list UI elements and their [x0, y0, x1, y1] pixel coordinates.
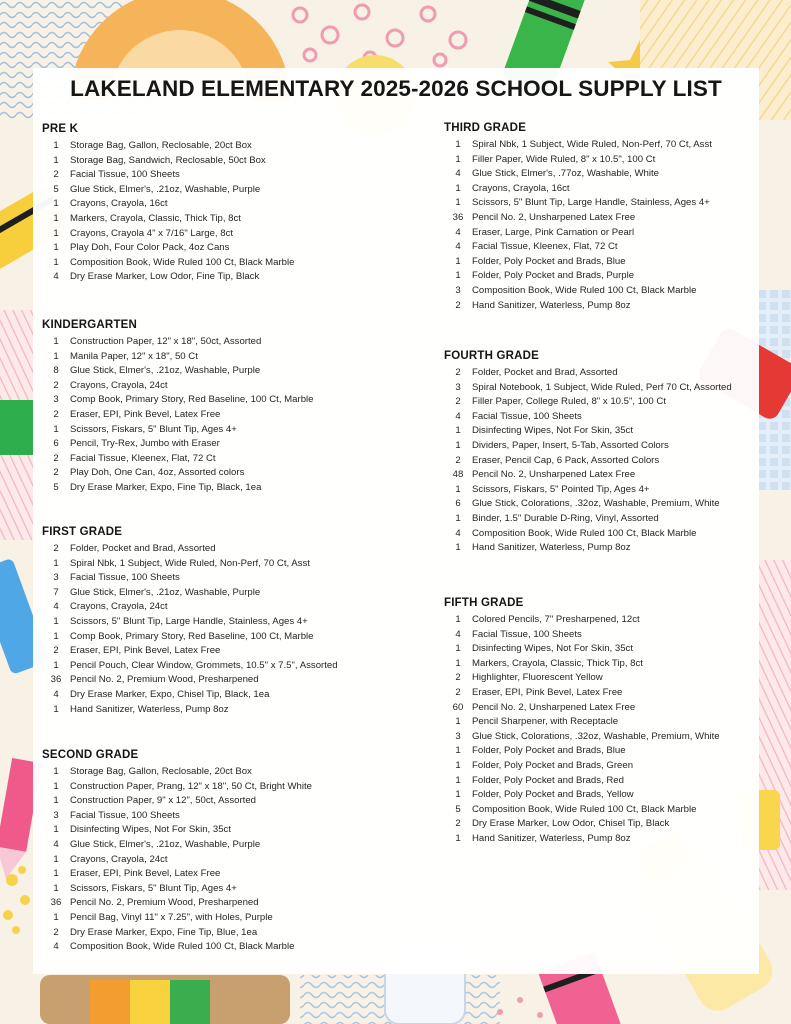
item-description: Binder, 1.5" Durable D-Ring, Vinyl, Assorted	[472, 512, 659, 524]
item-description: Glue Stick, Colorations, .32oz, Washable, Premium, White	[472, 498, 720, 510]
list-item	[42, 183, 422, 198]
list-item	[444, 715, 759, 730]
item-quantity: 1	[53, 630, 59, 642]
item-quantity: 2	[455, 818, 461, 830]
item-description: Glue Stick, Elmer's, .21oz, Washable, Purple	[70, 365, 261, 377]
item-description: Pencil No. 2, Premium Wood, Presharpened	[70, 897, 259, 909]
item-quantity: 1	[455, 182, 461, 194]
list-item	[42, 557, 422, 572]
item-description: Crayons, Crayola, 24ct	[70, 853, 168, 865]
item-description: Play Doh, One Can, 4oz, Assorted colors	[70, 467, 245, 479]
item-quantity: 5	[53, 183, 59, 195]
section-prek	[42, 122, 422, 285]
item-description: Pencil, Try-Rex, Jumbo with Eraser	[70, 438, 220, 450]
item-description: Dry Erase Marker, Expo, Fine Tip, Black, 1ea	[70, 481, 262, 493]
item-description: Manila Paper, 12" x 18", 50 Ct	[70, 350, 198, 362]
item-quantity: 5	[53, 481, 59, 493]
item-description: Composition Book, Wide Ruled 100 Ct, Black Marble	[472, 284, 697, 296]
item-description: Scissors, Fiskars, 5" Blunt Tip, Ages 4+	[70, 882, 237, 894]
list-item	[444, 527, 759, 542]
list-item	[444, 240, 759, 255]
list-item	[42, 600, 422, 615]
item-quantity: 2	[53, 543, 59, 554]
item-description: Folder, Pocket and Brad, Assorted	[472, 367, 618, 378]
item-description: Dry Erase Marker, Low Odor, Fine Tip, Black	[70, 271, 260, 283]
section-kindergarten	[42, 318, 422, 496]
list-item	[42, 630, 422, 645]
item-quantity: 1	[455, 483, 461, 495]
item-description: Eraser, EPI, Pink Bevel, Latex Free	[70, 868, 221, 880]
item-quantity: 2	[53, 452, 59, 464]
item-description: Disinfecting Wipes, Not For Skin, 35ct	[472, 643, 634, 655]
item-description: Glue Stick, Elmer's, .21oz, Washable, Purple	[70, 183, 261, 195]
item-description: Spiral Nbk, 1 Subject, Wide Ruled, Non-Perf, 70 Ct, Asst	[472, 139, 712, 150]
item-description: Crayons, Crayola, 16ct	[472, 182, 570, 194]
list-item	[444, 153, 759, 168]
list-item	[42, 896, 422, 911]
item-description: Eraser, Large, Pink Carnation or Pearl	[472, 226, 635, 238]
list-item	[444, 730, 759, 745]
section-third-grade	[444, 121, 759, 313]
item-quantity: 2	[455, 367, 461, 378]
item-description: Eraser, EPI, Pink Bevel, Latex Free	[70, 408, 221, 420]
item-quantity: 1	[53, 659, 59, 671]
list-item	[42, 780, 422, 795]
item-quantity: 4	[455, 226, 461, 238]
item-description: Spiral Nbk, 1 Subject, Wide Ruled, Non-Perf, 70 Ct, Asst	[70, 557, 310, 569]
item-quantity: 36	[50, 897, 62, 909]
section-heading: FIFTH GRADE	[444, 597, 524, 609]
list-item	[42, 393, 422, 408]
item-quantity: 6	[53, 438, 59, 450]
item-quantity: 36	[50, 674, 62, 686]
list-item	[42, 673, 422, 688]
item-description: Storage Bag, Gallon, Reclosable, 20ct Box	[70, 140, 252, 151]
item-description: Composition Book, Wide Ruled 100 Ct, Black Marble	[70, 941, 295, 953]
item-description: Storage Bag, Gallon, Reclosable, 20ct Box	[70, 766, 252, 777]
item-description: Spiral Notebook, 1 Subject, Wide Ruled, Perf 70 Ct, Assorted	[472, 381, 732, 393]
item-quantity: 2	[455, 396, 461, 408]
list-item	[444, 138, 759, 153]
item-description: Folder, Poly Pocket and Brads, Red	[472, 774, 624, 786]
supply-list	[444, 366, 759, 556]
supply-list	[42, 765, 422, 955]
section-fourth-grade	[444, 349, 759, 556]
list-item	[42, 615, 422, 630]
list-item	[42, 335, 422, 350]
item-quantity: 1	[455, 774, 461, 786]
item-description: Composition Book, Wide Ruled 100 Ct, Black Marble	[472, 527, 697, 539]
list-item	[444, 613, 759, 628]
item-description: Folder, Poly Pocket and Brads, Yellow	[472, 789, 634, 801]
list-item	[42, 270, 422, 285]
item-quantity: 1	[53, 824, 59, 836]
list-item	[42, 571, 422, 586]
item-description: Pencil No. 2, Unsharpened Latex Free	[472, 469, 636, 481]
item-quantity: 6	[455, 498, 461, 510]
item-quantity: 1	[53, 853, 59, 865]
item-quantity: 1	[455, 657, 461, 669]
item-quantity: 3	[455, 381, 461, 393]
list-item	[444, 454, 759, 469]
item-quantity: 1	[53, 350, 59, 362]
item-quantity: 3	[53, 572, 59, 584]
item-quantity: 36	[452, 211, 464, 223]
list-item	[42, 688, 422, 703]
item-quantity: 1	[53, 227, 59, 239]
item-quantity: 2	[53, 926, 59, 938]
item-description: Crayons, Crayola, 24ct	[70, 601, 168, 613]
item-quantity: 4	[53, 271, 59, 283]
item-quantity: 1	[455, 439, 461, 451]
item-description: Pencil Bag, Vinyl 11" x 7.25", with Holes, Purple	[70, 911, 273, 923]
item-description: Eraser, Pencil Cap, 6 Pack, Assorted Colors	[472, 454, 660, 466]
item-description: Disinfecting Wipes, Not For Skin, 35ct	[472, 425, 634, 437]
list-item	[444, 701, 759, 716]
list-item	[444, 211, 759, 226]
section-heading: THIRD GRADE	[444, 122, 527, 134]
list-item	[444, 299, 759, 314]
list-item	[42, 139, 422, 154]
item-description: Facial Tissue, 100 Sheets	[70, 809, 180, 821]
item-quantity: 1	[455, 197, 461, 209]
item-description: Filler Paper, College Ruled, 8" x 10.5", 100 Ct	[472, 396, 666, 408]
list-item	[42, 940, 422, 955]
item-quantity: 1	[53, 780, 59, 792]
item-quantity: 4	[53, 838, 59, 850]
item-quantity: 1	[53, 242, 59, 254]
item-description: Scissors, Fiskars, 5" Pointed Tip, Ages 4+	[472, 483, 650, 495]
item-description: Scissors, 5" Blunt Tip, Large Handle, Stainless, Ages 4+	[472, 197, 710, 209]
list-item	[444, 774, 759, 789]
item-description: Folder, Poly Pocket and Brads, Blue	[472, 745, 626, 757]
item-quantity: 1	[455, 270, 461, 282]
item-quantity: 8	[53, 365, 59, 377]
item-quantity: 1	[455, 832, 461, 844]
item-quantity: 1	[53, 911, 59, 923]
item-quantity: 2	[53, 379, 59, 391]
item-quantity: 1	[455, 759, 461, 771]
item-description: Highlighter, Fluorescent Yellow	[472, 672, 603, 684]
section-heading: FOURTH GRADE	[444, 350, 540, 362]
item-quantity: 1	[53, 703, 59, 715]
list-item	[42, 241, 422, 256]
item-description: Markers, Crayola, Classic, Thick Tip, 8ct	[472, 657, 643, 669]
list-item	[444, 410, 759, 425]
list-item	[444, 744, 759, 759]
list-item	[42, 659, 422, 674]
list-item	[444, 541, 759, 556]
item-quantity: 3	[53, 394, 59, 406]
list-item	[42, 168, 422, 183]
list-item	[444, 628, 759, 643]
item-quantity: 4	[53, 688, 59, 700]
list-item	[42, 703, 422, 718]
list-item	[42, 423, 422, 438]
item-quantity: 1	[455, 643, 461, 655]
item-description: Glue Stick, Elmer's, .77oz, Washable, White	[472, 168, 660, 180]
section-second-grade	[42, 748, 422, 955]
supply-list	[42, 335, 422, 496]
item-quantity: 1	[53, 423, 59, 435]
item-description: Crayons, Crayola, 24ct	[70, 379, 168, 391]
item-quantity: 1	[53, 868, 59, 880]
supply-list	[444, 613, 759, 847]
list-item	[444, 269, 759, 284]
item-quantity: 1	[53, 140, 59, 151]
item-quantity: 1	[53, 336, 59, 347]
item-quantity: 5	[455, 803, 461, 815]
item-description: Hand Sanitizer, Waterless, Pump 8oz	[472, 299, 631, 311]
item-quantity: 1	[455, 745, 461, 757]
list-item	[42, 256, 422, 271]
list-item	[42, 379, 422, 394]
section-first-grade	[42, 525, 422, 717]
item-quantity: 4	[455, 527, 461, 539]
list-item	[444, 182, 759, 197]
list-item	[444, 366, 759, 381]
item-quantity: 1	[455, 716, 461, 728]
list-item	[42, 823, 422, 838]
list-item	[444, 788, 759, 803]
item-quantity: 1	[455, 542, 461, 554]
item-description: Folder, Pocket and Brad, Assorted	[70, 543, 216, 554]
list-item	[444, 686, 759, 701]
list-item	[42, 350, 422, 365]
item-quantity: 2	[455, 454, 461, 466]
item-quantity: 1	[455, 512, 461, 524]
list-item	[444, 803, 759, 818]
item-description: Dividers, Paper, Insert, 5-Tab, Assorted Colors	[472, 439, 669, 451]
item-quantity: 1	[455, 614, 461, 625]
list-item	[42, 481, 422, 496]
list-item	[444, 226, 759, 241]
list-item	[42, 794, 422, 809]
item-description: Hand Sanitizer, Waterless, Pump 8oz	[472, 542, 631, 554]
item-description: Construction Paper, 9" x 12", 50ct, Assorted	[70, 795, 256, 807]
item-quantity: 4	[455, 241, 461, 253]
item-description: Facial Tissue, 100 Sheets	[70, 572, 180, 584]
item-quantity: 1	[455, 139, 461, 150]
item-description: Pencil Sharpener, with Receptacle	[472, 716, 619, 728]
item-description: Composition Book, Wide Ruled 100 Ct, Black Marble	[472, 803, 697, 815]
item-quantity: 1	[455, 153, 461, 165]
item-description: Facial Tissue, Kleenex, Flat, 72 Ct	[70, 452, 216, 464]
item-quantity: 1	[53, 615, 59, 627]
item-quantity: 3	[53, 809, 59, 821]
list-item	[444, 642, 759, 657]
item-description: Facial Tissue, Kleenex, Flat, 72 Ct	[472, 241, 618, 253]
list-item	[444, 439, 759, 454]
list-item	[42, 408, 422, 423]
item-description: Filler Paper, Wide Ruled, 8" x 10.5", 100 Ct	[472, 153, 656, 165]
item-description: Pencil No. 2, Premium Wood, Presharpened	[70, 674, 259, 686]
item-description: Composition Book, Wide Ruled 100 Ct, Black Marble	[70, 256, 295, 268]
item-quantity: 1	[455, 425, 461, 437]
list-item	[42, 926, 422, 941]
item-quantity: 1	[53, 557, 59, 569]
item-description: Scissors, 5" Blunt Tip, Large Handle, Stainless, Ages 4+	[70, 615, 308, 627]
item-description: Scissors, Fiskars, 5" Blunt Tip, Ages 4+	[70, 423, 237, 435]
item-description: Markers, Crayola, Classic, Thick Tip, 8ct	[70, 212, 241, 224]
item-description: Eraser, EPI, Pink Bevel, Latex Free	[70, 645, 221, 657]
item-description: Eraser, EPI, Pink Bevel, Latex Free	[472, 686, 623, 698]
list-item	[444, 832, 759, 847]
list-item	[444, 497, 759, 512]
item-description: Pencil No. 2, Unsharpened Latex Free	[472, 701, 636, 713]
list-item	[42, 227, 422, 242]
item-description: Comp Book, Primary Story, Red Baseline, 100 Ct, Marble	[70, 394, 314, 406]
item-quantity: 48	[452, 469, 464, 481]
item-description: Hand Sanitizer, Waterless, Pump 8oz	[70, 703, 229, 715]
item-quantity: 1	[53, 212, 59, 224]
list-item	[42, 364, 422, 379]
item-description: Dry Erase Marker, Expo, Fine Tip, Blue, 1ea	[70, 926, 258, 938]
item-quantity: 4	[455, 410, 461, 422]
list-item	[42, 452, 422, 467]
item-description: Disinfecting Wipes, Not For Skin, 35ct	[70, 824, 232, 836]
item-description: Pencil Pouch, Clear Window, Grommets, 10.5" x 7.5", Assorted	[70, 659, 338, 671]
list-item	[42, 212, 422, 227]
item-description: Dry Erase Marker, Expo, Chisel Tip, Black, 1ea	[70, 688, 270, 700]
list-item	[42, 437, 422, 452]
item-quantity: 1	[455, 789, 461, 801]
item-quantity: 1	[53, 766, 59, 777]
item-description: Glue Stick, Elmer's, .21oz, Washable, Purple	[70, 586, 261, 598]
item-quantity: 1	[53, 198, 59, 210]
item-description: Storage Bag, Sandwich, Reclosable, 50ct Box	[70, 154, 266, 166]
item-quantity: 4	[53, 941, 59, 953]
list-item	[42, 765, 422, 780]
item-quantity: 7	[53, 586, 59, 598]
list-item	[444, 167, 759, 182]
list-item	[444, 817, 759, 832]
supply-list	[42, 542, 422, 717]
list-item	[42, 911, 422, 926]
item-quantity: 2	[455, 299, 461, 311]
list-item	[42, 197, 422, 212]
item-description: Facial Tissue, 100 Sheets	[472, 410, 582, 422]
list-item	[444, 468, 759, 483]
item-description: Construction Paper, Prang, 12" x 18", 50 Ct, Bright White	[70, 780, 312, 792]
item-description: Folder, Poly Pocket and Brads, Green	[472, 759, 634, 771]
list-item	[444, 512, 759, 527]
item-quantity: 2	[455, 672, 461, 684]
list-item	[444, 759, 759, 774]
item-description: Glue Stick, Colorations, .32oz, Washable, Premium, White	[472, 730, 720, 742]
list-item	[42, 867, 422, 882]
item-quantity: 60	[452, 701, 464, 713]
item-description: Pencil No. 2, Unsharpened Latex Free	[472, 211, 636, 223]
page-title: LAKELAND ELEMENTARY 2025-2026 SCHOOL SUPPLY LIST	[70, 76, 722, 101]
section-heading: PRE K	[42, 123, 79, 135]
item-quantity: 2	[455, 686, 461, 698]
list-item	[42, 586, 422, 601]
item-quantity: 4	[455, 168, 461, 180]
item-quantity: 2	[53, 169, 59, 181]
item-description: Crayons, Crayola, 16ct	[70, 198, 168, 210]
item-description: Comp Book, Primary Story, Red Baseline, 100 Ct, Marble	[70, 630, 314, 642]
item-quantity: 1	[53, 154, 59, 166]
section-heading: FIRST GRADE	[42, 526, 123, 538]
item-description: Dry Erase Marker, Low Odor, Chisel Tip, Black	[472, 818, 670, 830]
list-item	[444, 483, 759, 498]
list-item	[444, 196, 759, 211]
item-quantity: 4	[53, 601, 59, 613]
item-quantity: 1	[53, 256, 59, 268]
list-item	[42, 466, 422, 481]
item-description: Folder, Poly Pocket and Brads, Blue	[472, 255, 626, 267]
item-quantity: 1	[455, 255, 461, 267]
item-description: Folder, Poly Pocket and Brads, Purple	[472, 270, 635, 282]
supply-list	[42, 139, 422, 285]
item-quantity: 3	[455, 284, 461, 296]
item-description: Crayons, Crayola 4" x 7/16" Large, 8ct	[70, 227, 234, 239]
list-item	[42, 542, 422, 557]
list-item	[444, 424, 759, 439]
list-item	[444, 381, 759, 396]
list-item	[444, 255, 759, 270]
item-description: Glue Stick, Elmer's, .21oz, Washable, Purple	[70, 838, 261, 850]
list-item	[444, 395, 759, 410]
item-quantity: 3	[455, 730, 461, 742]
item-description: Facial Tissue, 100 Sheets	[70, 169, 180, 181]
item-description: Play Doh, Four Color Pack, 4oz Cans	[70, 242, 230, 254]
item-quantity: 1	[53, 882, 59, 894]
list-item	[42, 882, 422, 897]
item-quantity: 1	[53, 795, 59, 807]
item-description: Hand Sanitizer, Waterless, Pump 8oz	[472, 832, 631, 844]
list-item	[444, 671, 759, 686]
item-quantity: 2	[53, 467, 59, 479]
list-item	[42, 154, 422, 169]
item-description: Facial Tissue, 100 Sheets	[472, 628, 582, 640]
section-fifth-grade	[444, 596, 759, 847]
supply-list	[444, 138, 759, 313]
item-quantity: 2	[53, 645, 59, 657]
list-item	[42, 809, 422, 824]
list-item	[444, 657, 759, 672]
item-description: Construction Paper, 12" x 18", 50ct, Assorted	[70, 336, 262, 347]
list-item	[42, 838, 422, 853]
item-description: Colored Pencils, 7" Presharpened, 12ct	[472, 614, 640, 625]
item-quantity: 4	[455, 628, 461, 640]
list-item	[42, 644, 422, 659]
section-heading: SECOND GRADE	[42, 749, 139, 761]
list-item	[444, 284, 759, 299]
item-quantity: 2	[53, 408, 59, 420]
list-item	[42, 853, 422, 868]
section-heading: KINDERGARTEN	[42, 319, 138, 331]
